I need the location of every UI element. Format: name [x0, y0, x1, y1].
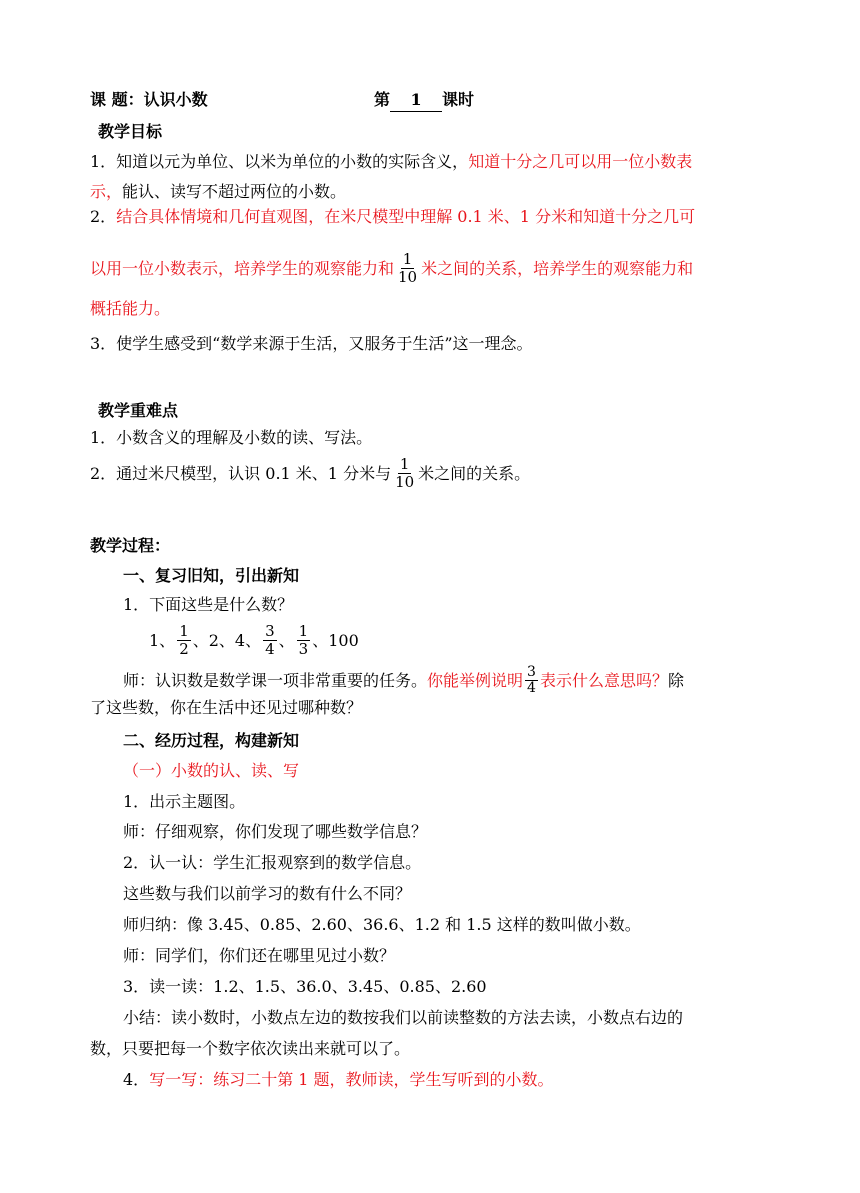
frac-num: 1 — [399, 455, 410, 473]
frac-num: 1 — [402, 250, 413, 268]
teacher-line-1 — [123, 666, 684, 697]
frac-den: 2 — [179, 640, 189, 658]
lesson-period — [374, 89, 474, 112]
frac-num: 1 — [298, 622, 309, 640]
lesson-title-row — [90, 89, 208, 111]
step-4 — [123, 1069, 554, 1091]
objective-1-text: 1．知道以元为单位、以米为单位的小数的实际含义， — [90, 152, 469, 171]
question-1: 1．下面这些是什么数？ — [123, 595, 294, 614]
objective-1-line1 — [90, 151, 692, 173]
step-4-text: 写一写：练习二十第 1 题，教师读，学生写听到的小数。 — [149, 1070, 554, 1089]
process-heading: 教学过程： — [90, 536, 171, 555]
section-2-heading: 二、经历过程，构建新知 — [123, 731, 300, 750]
objective-1-text-end: 能认、读写不超过两位的小数。 — [122, 182, 347, 201]
frac-den: 10 — [398, 268, 418, 286]
frac-den: 10 — [395, 473, 415, 491]
objectives-heading: 教学目标 — [98, 122, 163, 141]
num-1: 1、 — [149, 631, 176, 650]
teacher-question-2: 师：同学们，你们还在哪里见过小数？ — [123, 946, 396, 965]
frac-num: 1 — [179, 622, 189, 640]
period-prefix: 第 — [374, 90, 391, 109]
difference-question: 这些数与我们以前学习的数有什么不同？ — [123, 884, 412, 903]
teacher-text-b: 除 — [667, 671, 684, 690]
objective-2-text-b: 米之间的关系，培养学生的观察能力和 — [421, 259, 694, 278]
section-1-heading: 一、复习旧知，引出新知 — [123, 566, 300, 585]
frac-num: 3 — [265, 622, 275, 640]
key-point-2 — [90, 457, 530, 492]
subsection-1-heading: （一）小数的认、读、写 — [123, 761, 300, 780]
fraction-three-quarters — [525, 665, 538, 696]
fraction-one-tenth — [396, 251, 419, 286]
summary-line-1: 小结：读小数时，小数点左边的数按我们以前读整数的方法去读，小数点右边的 — [123, 1008, 684, 1027]
objective-1-highlight-end: 示， — [90, 182, 123, 201]
objective-2-line1 — [90, 206, 695, 228]
teacher-highlight-a: 你能举例说明 — [427, 671, 524, 690]
fraction-one-tenth — [393, 456, 416, 491]
fraction-one-third — [297, 623, 311, 658]
objective-2-line3: 概括能力。 — [90, 299, 171, 318]
fraction-one-half — [177, 623, 191, 658]
objective-2-line2 — [90, 252, 693, 287]
period-suffix: 课时 — [442, 90, 475, 109]
teacher-line-2: 了这些数，你在生活中还见过哪种数？ — [90, 698, 363, 717]
step-3: 3．读一读：1.2、1.5、36.0、3.45、0.85、2.60 — [123, 977, 487, 996]
number-list — [149, 624, 359, 659]
fraction-three-quarters — [263, 623, 277, 658]
key-points-heading: 教学重难点 — [98, 401, 179, 420]
frac-den: 4 — [527, 680, 536, 696]
teacher-summary: 师归纳：像 3.45、0.85、2.60、36.6、1.2 和 1.5 这样的数叫做小数。 — [123, 915, 641, 934]
teacher-highlight-b: 表示什么意思吗？ — [539, 671, 668, 690]
title-label: 课 题： — [90, 90, 144, 109]
key-point-2-text-b: 米之间的关系。 — [418, 464, 531, 483]
num-sep: 、 — [278, 631, 295, 650]
period-number: 1 — [390, 89, 442, 112]
objective-2-number: 2． — [90, 207, 117, 226]
teacher-text-a: 师：认识数是数学课一项非常重要的任务。 — [123, 671, 428, 690]
frac-den: 4 — [265, 640, 275, 658]
objective-2-text: 结合具体情境和几何直观图，在米尺模型中理解 0.1 米、1 分米和知道十分之几可 — [116, 207, 696, 226]
objective-3: 3．使学生感受到“数学来源于生活，又服务于生活”这一理念。 — [90, 334, 533, 353]
teacher-question: 师：仔细观察，你们发现了哪些数学信息？ — [123, 822, 428, 841]
frac-den: 3 — [298, 640, 309, 658]
num-sep: 、2、4、 — [192, 631, 262, 650]
lesson-title: 认识小数 — [143, 90, 208, 109]
step-2: 2．认一认：学生汇报观察到的数学信息。 — [123, 853, 422, 872]
summary-line-2: 数，只要把每一个数字依次读出来就可以了。 — [90, 1039, 411, 1058]
key-point-1: 1．小数含义的理解及小数的读、写法。 — [90, 428, 373, 447]
num-sep: 、100 — [312, 631, 359, 650]
objective-1-line2 — [90, 181, 346, 203]
objective-2-text-a: 以用一位小数表示，培养学生的观察能力和 — [90, 259, 395, 278]
step-4-number: 4． — [123, 1070, 150, 1089]
key-point-2-text-a: 2．通过米尺模型，认识 0.1 米、1 分米与 — [90, 464, 392, 483]
frac-num: 3 — [527, 664, 536, 680]
step-1: 1．出示主题图。 — [123, 792, 246, 811]
objective-1-highlight: 知道十分之几可以用一位小数表 — [468, 152, 693, 171]
